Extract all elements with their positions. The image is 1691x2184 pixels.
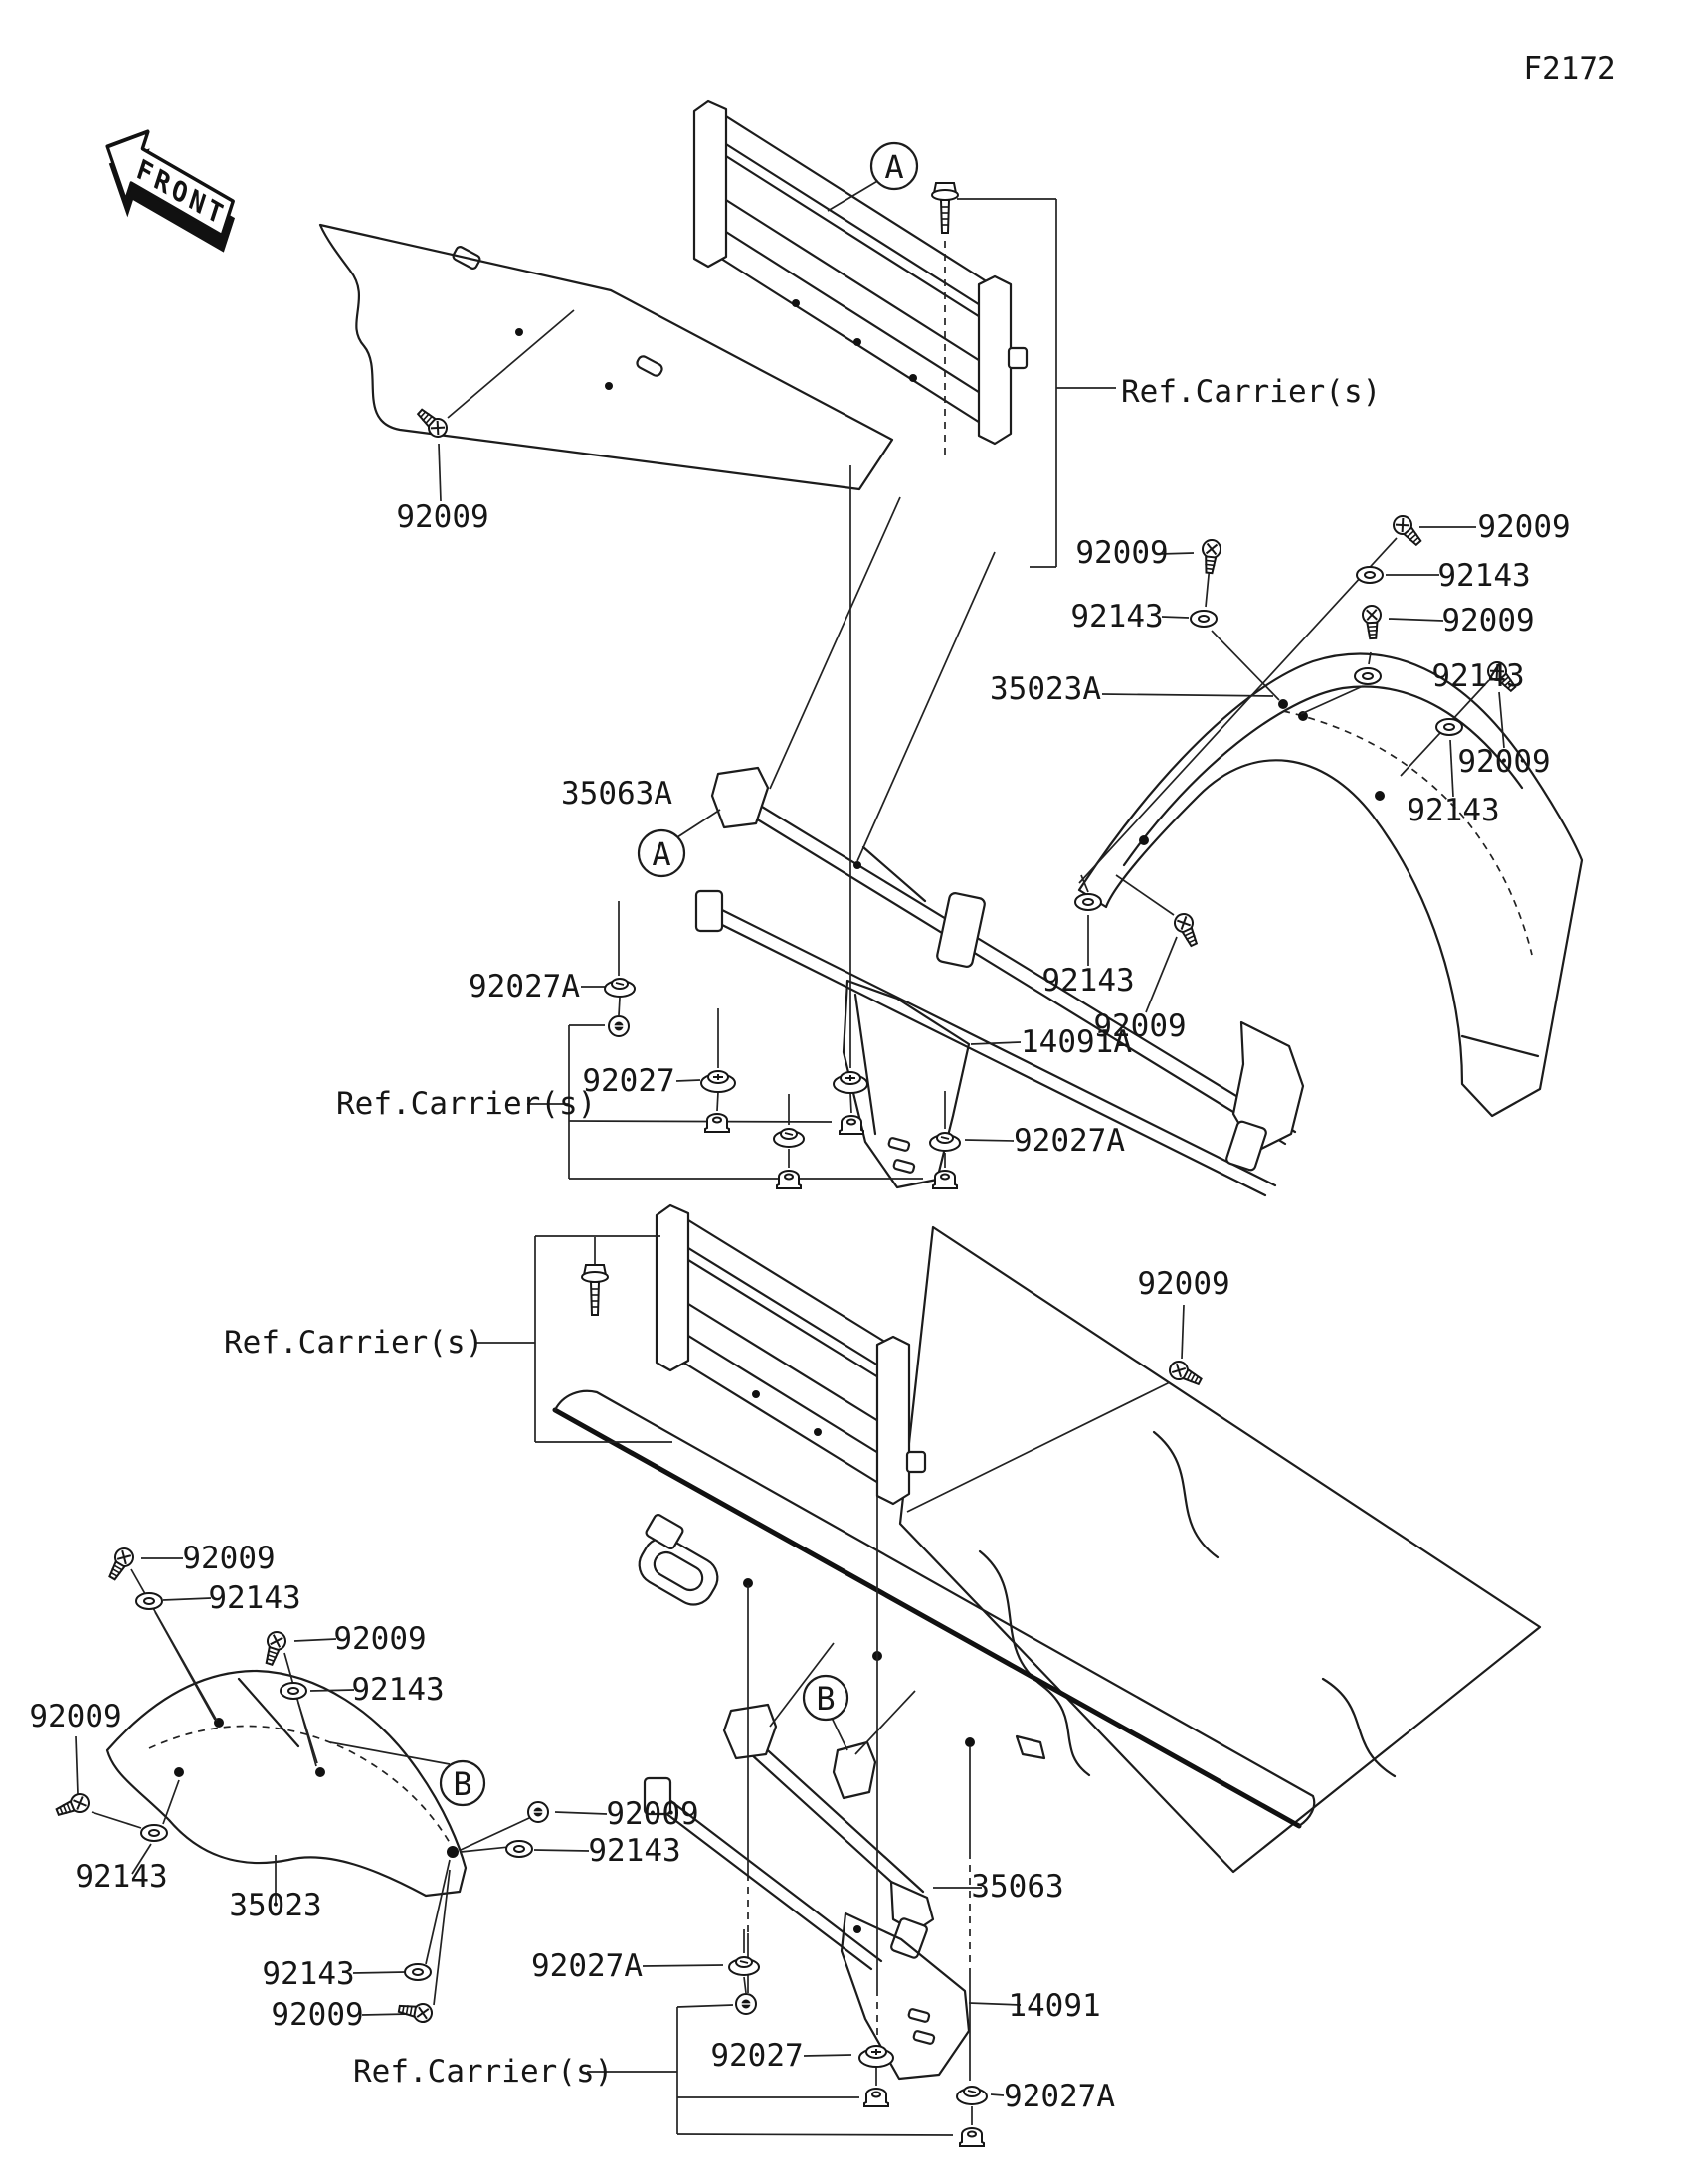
nut-icon: [864, 2089, 888, 2106]
nut-icon: [960, 2128, 984, 2146]
callout-screw: 92009: [606, 1796, 699, 1832]
front-label: FRONT: [132, 153, 230, 234]
callout-screw: 92009: [29, 1699, 122, 1734]
callout-screw: 92009: [1093, 1008, 1187, 1044]
callout-washer: 92143: [588, 1833, 681, 1869]
callout-nut-damper: 92027A: [531, 1948, 643, 1984]
callout-nut-damper: 92027A: [1014, 1123, 1125, 1159]
callout-screw: 92009: [1477, 509, 1571, 545]
washer-icon: [405, 1964, 431, 1980]
screw-icon: [261, 1630, 287, 1667]
front-panel-band: [555, 1391, 1314, 1826]
tailgate-bottom: [657, 1205, 925, 1504]
washer-icon: [1355, 668, 1381, 684]
dome-nut-icon: [736, 1994, 756, 2014]
ref-carrier-label: Ref.Carrier(s): [1121, 374, 1382, 410]
figure-code: F2172: [1523, 51, 1616, 87]
ref-carrier-bracket-bottom: [587, 1929, 1004, 2135]
flange-nut-icon: [859, 2046, 893, 2067]
view-marker-a-1: [871, 143, 917, 189]
callout-stay-a: 35063A: [561, 776, 672, 812]
view-b-label: B: [453, 1765, 472, 1803]
view-b-label: B: [816, 1680, 836, 1718]
callout-screw: 92009: [396, 499, 489, 535]
callout-washer: 92143: [1431, 658, 1525, 694]
callout-cover: 14091: [1008, 1988, 1101, 2024]
damper-washer-icon: [605, 979, 635, 997]
callout-nut: 92027: [710, 2038, 804, 2074]
view-marker-b-1: [804, 1676, 847, 1720]
callout-washer: 92143: [262, 1956, 355, 1992]
nut-icon: [777, 1171, 801, 1188]
callout-nut: 92027: [582, 1063, 675, 1099]
screw-icon: [1201, 539, 1221, 574]
washer-icon: [506, 1841, 532, 1857]
screw-icon: [104, 1546, 136, 1583]
callout-flap: 35023: [229, 1888, 322, 1923]
view-a-label: A: [884, 148, 904, 186]
dome-nut-icon: [609, 1016, 629, 1036]
screw-icon: [398, 2000, 434, 2023]
washer-icon: [1357, 567, 1383, 583]
damper-washer-icon: [930, 1133, 960, 1151]
washer-icon: [1075, 894, 1101, 910]
callout-washer: 92143: [1407, 793, 1500, 828]
callout-stay: 35063: [971, 1869, 1064, 1905]
nut-icon: [840, 1116, 863, 1134]
callout-flap-a: 35023A: [990, 671, 1101, 707]
ref-carrier-label: Ref.Carrier(s): [353, 2054, 614, 2090]
bolt-icon: [582, 1265, 608, 1315]
damper-washer-icon: [729, 1957, 759, 1975]
bolt-icon: [932, 183, 958, 233]
damper-washer-icon: [957, 2087, 987, 2104]
button-screw-icon: [528, 1802, 548, 1822]
callout-screw: 92009: [1441, 603, 1535, 638]
screw-icon: [1363, 606, 1383, 639]
nut-icon: [705, 1114, 729, 1132]
screw-icon: [1172, 911, 1202, 949]
fasteners: [54, 183, 1519, 2146]
callout-washer: 92143: [1437, 558, 1531, 594]
part-labels: [29, 374, 1570, 2114]
flange-nut-icon: [834, 1072, 867, 1093]
washer-icon: [1191, 611, 1217, 627]
washer-icon: [136, 1593, 162, 1609]
callout-cover-a: 14091A: [1021, 1024, 1132, 1060]
callout-washer: 92143: [208, 1580, 301, 1616]
floor-sheet-bottom: [900, 1227, 1540, 1872]
callout-screw: 92009: [271, 1997, 364, 2033]
damper-washer-icon: [774, 1129, 804, 1147]
flange-nut-icon: [701, 1071, 735, 1092]
callout-nut-damper: 92027A: [1004, 2079, 1115, 2114]
callout-screw: 92009: [1075, 535, 1169, 571]
screw-icon: [1390, 512, 1424, 549]
callout-screw: 92009: [1137, 1266, 1230, 1302]
front-direction-arrow: [92, 114, 245, 270]
washer-icon: [141, 1825, 167, 1841]
view-a-label: A: [652, 835, 671, 873]
ref-carrier-label: Ref.Carrier(s): [336, 1086, 597, 1122]
nut-icon: [933, 1171, 957, 1188]
callout-washer: 92143: [1070, 599, 1164, 635]
washer-icon: [281, 1683, 306, 1699]
screw-icon: [54, 1791, 91, 1820]
callout-screw: 92009: [182, 1541, 276, 1576]
view-marker-a-2: [639, 830, 684, 876]
callout-washer: 92143: [1041, 963, 1135, 999]
washer-icon: [1436, 719, 1462, 735]
callout-screw: 92009: [1457, 744, 1551, 780]
callout-screw: 92009: [333, 1621, 427, 1657]
callout-nut-damper: 92027A: [469, 969, 580, 1004]
callout-washer: 92143: [351, 1672, 445, 1708]
view-marker-b-2: [441, 1761, 484, 1805]
tailgate-top: [694, 101, 1027, 444]
ref-carrier-label: Ref.Carrier(s): [224, 1325, 484, 1361]
stay-35063: [645, 1705, 933, 1969]
callout-washer: 92143: [75, 1859, 168, 1895]
